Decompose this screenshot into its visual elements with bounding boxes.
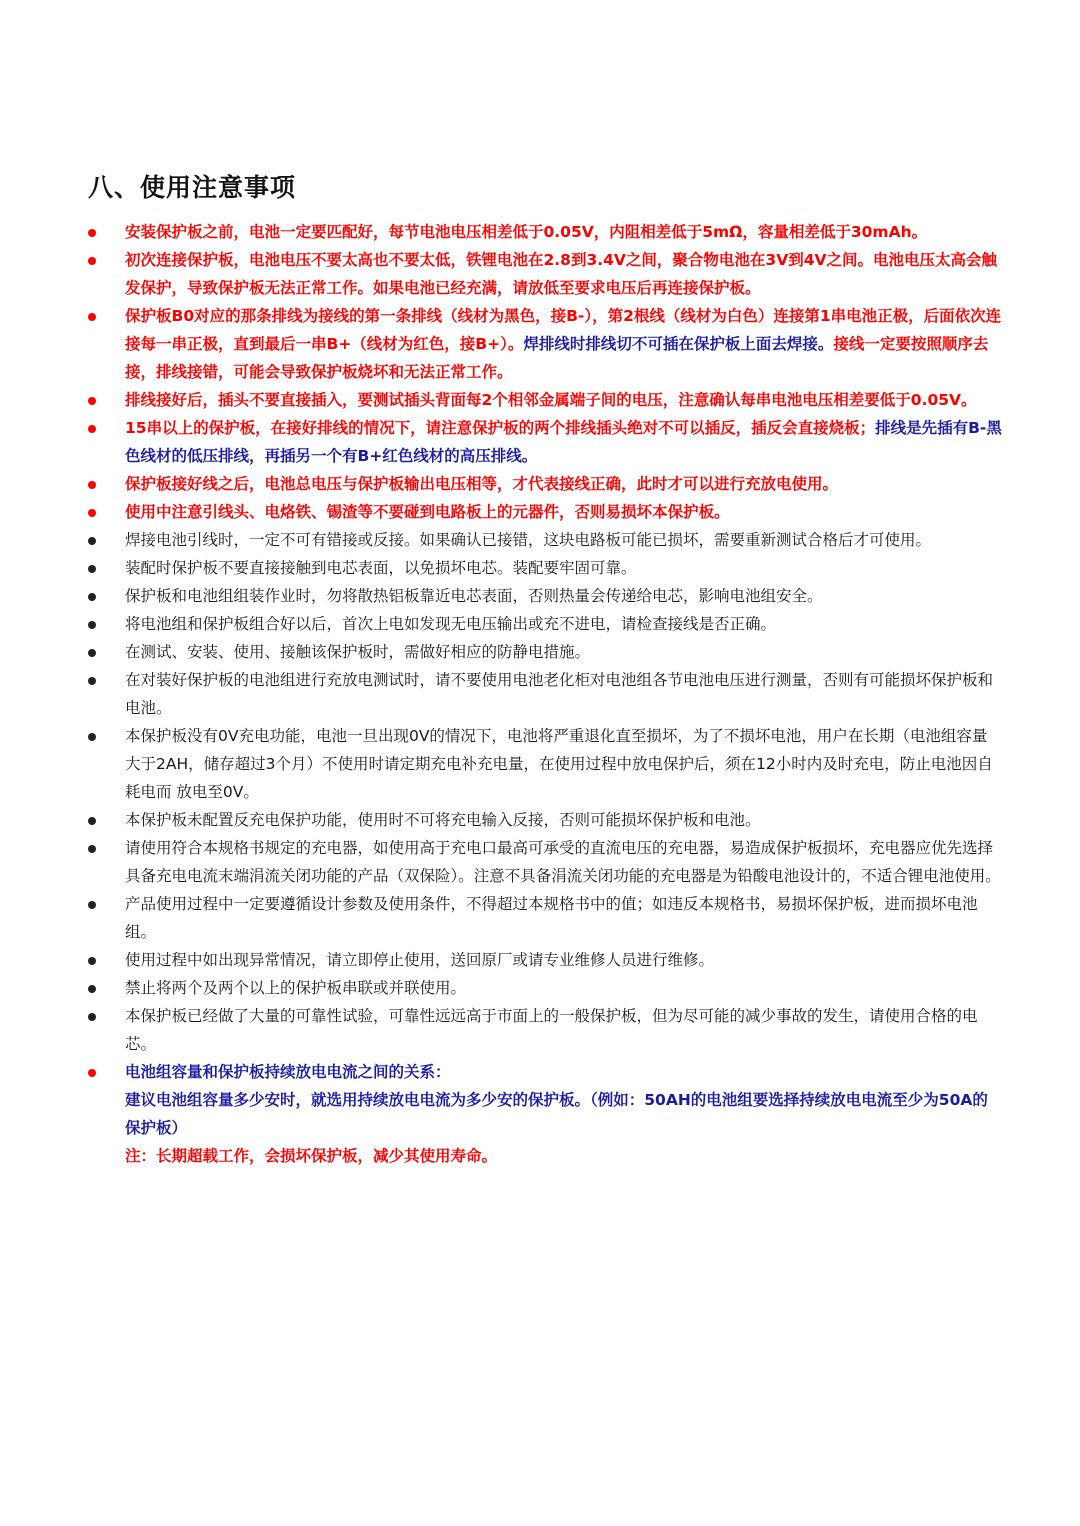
notice-text: 排线接好后，插头不要直接插入，要测试插头背面每2个相邻金属端子间的电压，注意确认每串电池电压相差要低于0.05V。: [125, 391, 977, 409]
notice-item: [0, 946, 1080, 974]
bullet-icon: [88, 649, 96, 657]
bullet-icon: [88, 537, 96, 545]
notice-highlight-text: 焊排线时排线切不可插在保护板上面去焊接。: [523, 335, 834, 353]
relation-note: 注：长期超载工作，会损坏保护板，减少其使用寿命。: [125, 1147, 498, 1165]
notice-text: 将电池组和保护板组合好以后，首次上电如发现无电压输出或充不进电，请检查接线是否正确。: [125, 615, 777, 633]
notice-text: 焊接电池引线时，一定不可有错接或反接。如果确认已接错，这块电路板可能已损坏，需要重新测试合格后才可使用。: [125, 531, 932, 549]
relation-advice: 建议电池组容量多少安时，就选用持续放电电流为多少安的保护板。（例如：50AH的电池组要选择持续放电电流至少为50A的保护板）: [125, 1091, 988, 1137]
notice-text: 保护板接好线之后，电池总电压与保护板输出电压相等，才代表接线正确，此时才可以进行充放电使用。: [125, 475, 839, 493]
bullet-icon: [88, 229, 96, 237]
bullet-icon: [88, 509, 96, 517]
bullet-icon: [88, 677, 96, 685]
notice-item: [0, 722, 1080, 806]
notice-item: [0, 470, 1080, 498]
notice-text: 保护板和电池组组装作业时，勿将散热铝板靠近电芯表面，否则热量会传递给电芯，影响电池组安全。: [125, 587, 823, 605]
bullet-icon: [88, 425, 96, 433]
notice-list: [0, 218, 1080, 1170]
notice-item: [0, 890, 1080, 946]
notice-item: [0, 526, 1080, 554]
notice-text: 请使用符合本规格书规定的充电器，如使用高于充电口最高可承受的直流电压的充电器，易造成保护板损坏，充电器应优先选择具备充电电流末端涓流关闭功能的产品（双保险）。注意不具备涓流关闭功能的充电器是为铅酸电池设计的，不适合锂电池使用。: [125, 839, 1001, 885]
notice-item: [0, 218, 1080, 246]
bullet-icon: [88, 593, 96, 601]
bullet-icon: [88, 565, 96, 573]
notice-text: 产品使用过程中一定要遵循设计参数及使用条件，不得超过本规格书中的值；如违反本规格书，易损坏保护板，进而损坏电池组。: [125, 895, 978, 941]
notice-item: [0, 582, 1080, 610]
notice-text: 15串以上的保护板，在接好排线的情况下，请注意保护板的两个排线插头绝对不可以插反，插反会直接烧板；: [125, 419, 876, 437]
notice-item: [0, 414, 1080, 470]
bullet-icon: [88, 621, 96, 629]
bullet-icon: [88, 733, 96, 741]
notice-text: 初次连接保护板，电池电压不要太高也不要太低，铁锂电池在2.8到3.4V之间，聚合物电池在3V到4V之间。电池电压太高会触发保护，导致保护板无法正常工作。如果电池已经充满，请放低至要求电压后再连接保护板。: [125, 251, 997, 297]
notice-item: [0, 834, 1080, 890]
notice-item: [0, 806, 1080, 834]
bullet-icon: [88, 1069, 96, 1077]
notice-item: [0, 610, 1080, 638]
bullet-icon: [88, 1013, 96, 1021]
relation-heading: 电池组容量和保护板持续放电电流之间的关系：: [125, 1063, 451, 1081]
notice-text: 本保护板没有0V充电功能，电池一旦出现0V的情况下，电池将严重退化直至损坏，为了不损坏电池，用户在长期（电池组容量大于2AH，储存超过3个月）不使用时请定期充电补充电量，在使用过程中放电保护后，须在12小时内及时充电，防止电池因自耗电而 放电至0V。: [125, 727, 993, 801]
bullet-icon: [88, 257, 96, 265]
notice-text: 禁止将两个及两个以上的保护板串联或并联使用。: [125, 979, 467, 997]
notice-text: 本保护板已经做了大量的可靠性试验，可靠性远远高于市面上的一般保护板，但为尽可能的减少事故的发生，请使用合格的电芯。: [125, 1007, 978, 1053]
notice-highlight-text: 排线是先插有B-黑色线材的低压排线，再插另一个有B+红色线材的高压排线。: [125, 419, 1002, 465]
bullet-icon: [88, 313, 96, 321]
notice-item: [0, 246, 1080, 302]
notice-item: [0, 1002, 1080, 1058]
notice-item: [0, 974, 1080, 1002]
notice-item: [0, 638, 1080, 666]
notice-text: 使用中注意引线头、电烙铁、锡渣等不要碰到电路板上的元器件，否则易损坏本保护板。: [125, 503, 730, 521]
bullet-icon: [88, 481, 96, 489]
bullet-icon: [88, 957, 96, 965]
notice-text: 使用过程中如出现异常情况，请立即停止使用，送回原厂或请专业维修人员进行维修。: [125, 951, 715, 969]
bullet-icon: [88, 845, 96, 853]
notice-text-tail: 接线一定要按照顺序去接，排线接错，可能会导致保护板烧坏和无法正常工作。: [125, 335, 989, 381]
notice-text: 装配时保护板不要直接接触到电芯表面，以免损坏电芯。装配要牢固可靠。: [125, 559, 637, 577]
notice-item: [0, 554, 1080, 582]
bullet-icon: [88, 901, 96, 909]
notice-text: 保护板B0对应的那条排线为接线的第一条排线（线材为黑色，接B-），第2根线（线材为白色）连接第1串电池正极，后面依次连接每一串正极，直到最后一串B+（线材为红色，接B+）。: [125, 307, 1002, 353]
notice-text: 本保护板未配置反充电保护功能，使用时不可将充电输入反接，否则可能损坏保护板和电池。: [125, 811, 761, 829]
bullet-icon: [88, 985, 96, 993]
notice-item: [0, 498, 1080, 526]
notice-item: [0, 386, 1080, 414]
bullet-icon: [88, 397, 96, 405]
notice-item: [0, 666, 1080, 722]
bullet-icon: [88, 817, 96, 825]
notice-text: 在对装好保护板的电池组进行充放电测试时，请不要使用电池老化柜对电池组各节电池电压进行测量，否则有可能损坏保护板和电池。: [125, 671, 994, 717]
notice-text: 在测试、安装、使用、接触该保护板时，需做好相应的防静电措施。: [125, 643, 591, 661]
section-title: 八、使用注意事项: [88, 173, 297, 202]
notice-item: [0, 302, 1080, 386]
notice-text: 安装保护板之前，电池一定要匹配好，每节电池电压相差低于0.05V，内阻相差低于5mΩ，容量相差低于30mAh。: [125, 223, 928, 241]
notice-item-capacity-relation: [0, 1058, 1080, 1170]
